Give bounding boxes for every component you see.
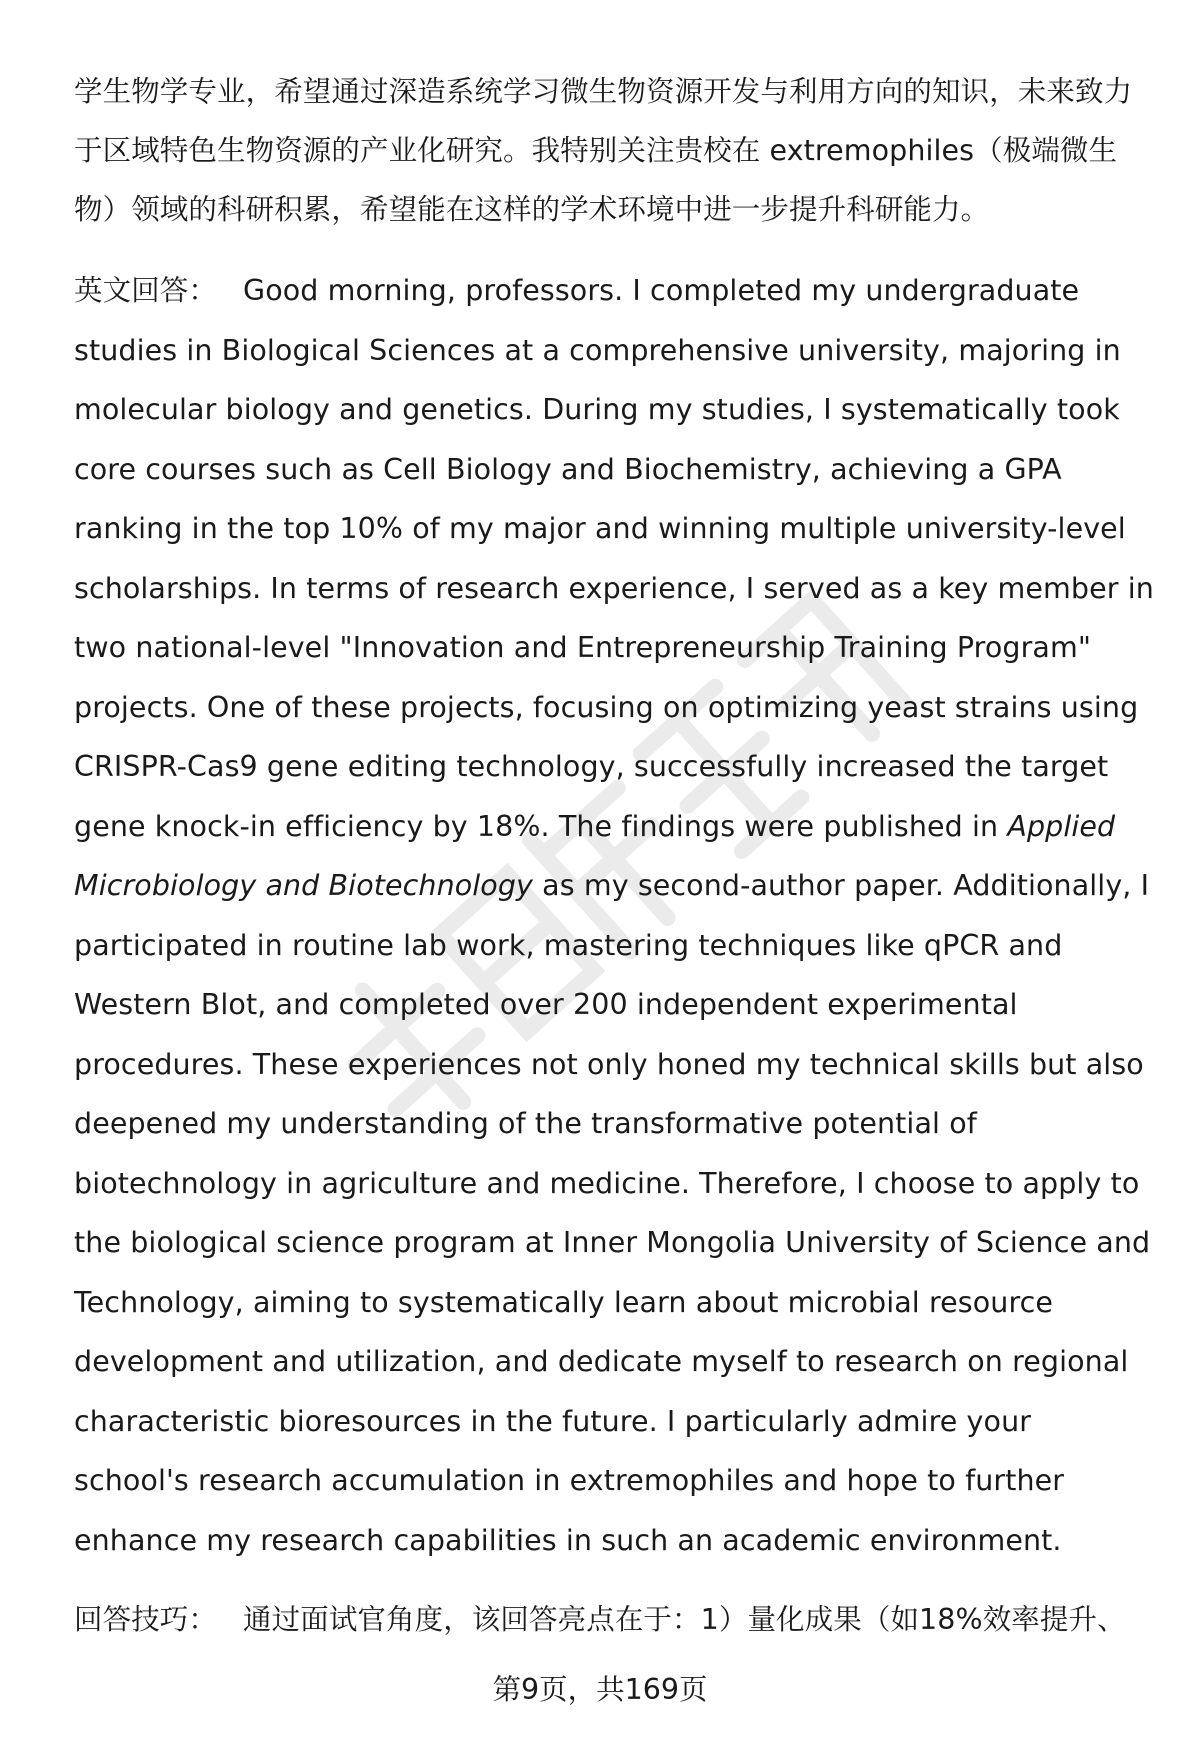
journal-title: Applied Microbiology and Biotechnology (74, 809, 1116, 902)
page-indicator: 第9页，共169页 (492, 1673, 708, 1706)
english-answer-text-part2: as my second-author paper. Additionally, I participated in routine lab work, mastering techniques like qPCR and Western Blot, and completed over 200 independent experimental procedures. These experiences not only honed my technical skills but also deepened my understanding of the transformative potential of biotechnology in agriculture and medicine. Therefore, I choose to apply to the biological science program at Inner Mongolia University of Science and Technology, aiming to systematically learn about microbial resource development and utilization, and dedicate myself to research on regional characteristic bioresources in the future. I particularly admire your school's research accumulation in extremophiles and hope to further enhance my research capabilities in such an academic environment. (74, 869, 1151, 1557)
answer-tips-text: 通过面试官角度，该回答亮点在于：1）量化成果（如18%效率提升、 (243, 1603, 1126, 1636)
chinese-answer-continued: 学生物学专业，希望通过深造系统学习微生物资源开发与利用方向的知识，未来致力于区域特色生物资源的产业化研究。我特别关注贵校在 extremophiles（极端微生物）领域的科研积累，希望能在这样的学术环境中进一步提升科研能力。 (74, 75, 1133, 226)
answer-tips-label: 回答技巧： (74, 1603, 218, 1636)
page-content (74, 62, 1154, 1649)
page-footer (0, 1670, 1200, 1710)
answer-tips (74, 1590, 1154, 1649)
english-answer-text-part1: Good morning, professors. I completed my undergraduate studies in Biological Sciences at a comprehensive university, majoring in molecular biology and genetics. During my studies, I systematically took core courses such as Cell Biology and Biochemistry, achieving a GPA ranking in the top 10% of my major and winning multiple university-level scholarships. In terms of research experience, I served as a key member in two national-level "Innovation and Entrepreneurship Training Program" projects. One of these projects, focusing on optimizing yeast strains using CRISPR-Cas9 gene editing technology, successfully increased the target gene knock-in efficiency by 18%. The findings were published in (74, 274, 1154, 843)
english-answer (74, 261, 1154, 1570)
english-answer-label: 英文回答： (74, 274, 218, 307)
